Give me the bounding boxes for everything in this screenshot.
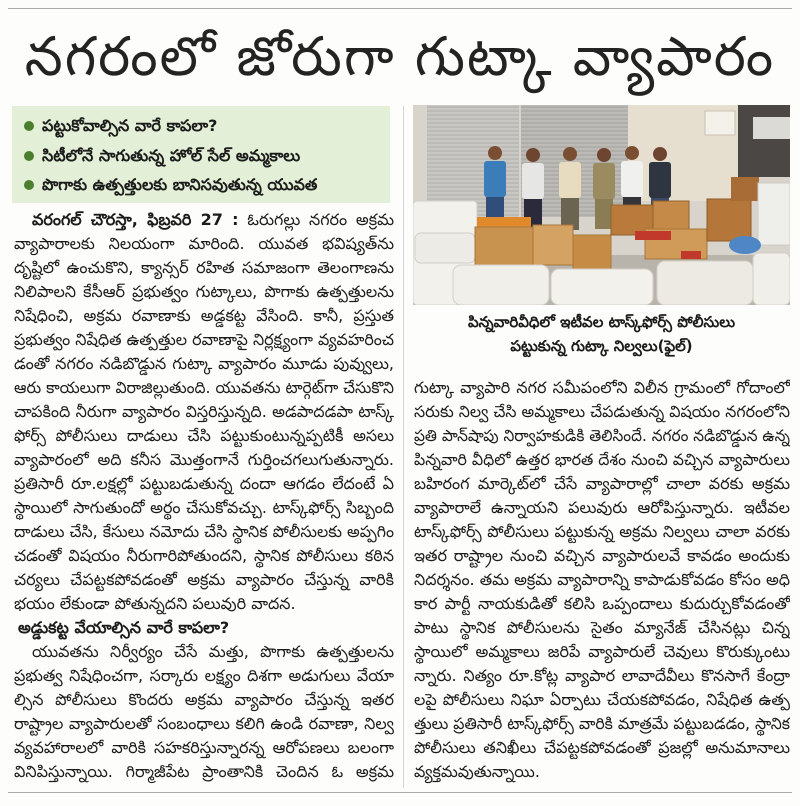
line-text: స్థాయిలో సాగుతుందో అర్థం చేసుకోవచ్చు. టాస్క్‌ఫోర్స్ సిబ్బంది xyxy=(14,498,394,517)
line-text: త్తులు ప్రతిసారీ టాస్క్‌ఫోర్స్ వారికి మాత్రమే పట్టుబడడం, స్థానిక xyxy=(414,714,790,733)
line-text: ప్రభుత్వం నిషేధిత ఉత్పత్తుల రవాణాపై నిర్లక్ష్యంగా వ్యవహరించ xyxy=(14,330,394,349)
subheading xyxy=(14,616,394,640)
body-text-line xyxy=(14,736,394,760)
article-paragraph xyxy=(14,208,394,616)
subheading-text: అడ్డుకట్ట వేయాల్సిన వారే కాపలా? xyxy=(18,618,230,637)
body-text-line xyxy=(14,520,394,544)
line-text: కార పార్టీ నాయకుడితో కలిసి ఒప్పందాలు కుదుర్చుకోవడంతో xyxy=(414,594,790,613)
caption-text: పిన్నవారివీధిలో ఇటీవల టాస్క్‌ఫోర్స్ పోలీసులు xyxy=(467,313,736,331)
bullet-dot-icon xyxy=(24,121,34,131)
line-text: వ్యవహారాలలో వారికి సహకరిస్తున్నారన్న ఆరోపణలు బలంగా xyxy=(14,738,394,757)
body-text-line xyxy=(14,664,394,688)
line-text: న్నారు. నిత్యం రూ.కోట్ల వ్యాపార లావాదేవీలు కొనసాగే కేంద్రా xyxy=(414,666,790,685)
body-text-line xyxy=(414,496,790,520)
column-divider xyxy=(403,106,404,788)
body-text-line xyxy=(14,496,394,520)
line-text: వినిపిస్తున్నాయి. గిర్మాజీపేట ప్రాంతానికి చెందిన ఓ అక్రమ xyxy=(14,762,394,781)
top-rule xyxy=(8,8,792,9)
line-text: చడంతో విషయం నీరుగారిపోతుందని, స్థానిక పోలీసులు కఠిన xyxy=(14,546,394,565)
caption-text: పట్టుకున్న గుట్కా నిల్వలు(ఫైల్) xyxy=(510,337,693,355)
photo-illustration xyxy=(413,105,790,305)
bottom-rule xyxy=(8,792,792,793)
line-text: ఫోర్స్ పోలీసులు దాడులు చేసి పట్టుకుంటున్నప్పటికీ అసలు xyxy=(14,426,394,445)
article-paragraph xyxy=(414,376,790,784)
body-text-line xyxy=(14,760,394,784)
line-text: యువతను నిర్వీర్యం చేసే మత్తు, పొగాకు ఉత్పత్తులను xyxy=(32,642,394,661)
body-text-line xyxy=(414,616,790,640)
line-text: నిలిపాలని కేసీఆర్ ప్రభుత్వం గుట్కాలు, పొగాకు ఉత్పత్తులను xyxy=(14,282,394,301)
line-text: వ్యాపారాలే ఉన్నాయని పలువురు ఆరోపిస్తున్నారు. ఇటీవల xyxy=(414,498,790,517)
body-text-line xyxy=(414,400,790,424)
body-text-line xyxy=(14,232,394,256)
line-text: వ్యక్తమవుతున్నాయి. xyxy=(414,762,540,781)
body-text-line xyxy=(414,712,790,736)
body-text-line xyxy=(14,568,394,592)
body-text-line xyxy=(414,544,790,568)
line-text: ల్సిన పోలీసులు కొందరు అక్రమ వ్యాపారం చేస్తున్న ఇతర xyxy=(14,690,394,709)
body-text-line xyxy=(14,472,394,496)
body-text-line xyxy=(414,376,790,400)
line-text: పిన్నవారి వీధిలో ఉత్తర భారత దేశం నుంచి వచ్చిన వ్యాపారులు xyxy=(414,450,790,469)
bullet-dot-icon xyxy=(24,180,34,190)
highlight-item xyxy=(24,171,384,199)
line-text: బహిరంగ మార్కెట్‌లో చేసే వ్యాపారాల్లో చాలా వరకు అక్రమ xyxy=(414,474,790,493)
line-text: ఓరుగల్లు నగరం అక్రమ xyxy=(247,210,394,229)
line-text: చాపకింది నీరుగా వ్యాపారం విస్తరిస్తున్నది. అడపాదడపా టాస్క్ xyxy=(14,402,394,421)
photo-caption-line xyxy=(413,334,790,358)
line-text: చర్యలు చేపట్టకపోవడంతో అక్రమ వ్యాపారం చేస్తున్న వారికి xyxy=(14,570,394,589)
line-text: స్థాయిలో అమ్మకాలు జరిపే వ్యాపారులే చెవులు కొరుక్కుంటు xyxy=(414,642,790,661)
body-text-line xyxy=(14,640,394,664)
wall-sign xyxy=(705,111,735,135)
line-text: దృష్టిలో ఉంచుకొని, క్యాన్సర్ రహిత సమాజంగా తెలంగాణను xyxy=(14,258,394,277)
line-text: నిదర్శనం. తమ అక్రమ వ్యాపారాన్ని కాపాడుకోవడం కోసం అధి xyxy=(414,570,790,589)
body-text-line xyxy=(414,664,790,688)
window xyxy=(753,117,790,139)
body-text-line xyxy=(14,328,394,352)
line-text: సరుకు నిల్వ చేసి అమ్మకాలు చేపడుతున్న విషయం నగరంలోని xyxy=(414,402,790,421)
article-paragraph xyxy=(14,640,394,784)
highlight-item xyxy=(24,142,384,170)
body-text-line xyxy=(14,400,394,424)
body-text-line xyxy=(414,760,790,784)
body-text-line xyxy=(414,448,790,472)
line-text: డంతో నగరం నడిబొడ్డున గుట్కా వ్యాపారం మూడు పువ్వులు, xyxy=(14,354,394,373)
body-text-line xyxy=(414,472,790,496)
highlight-text: పొగాకు ఉత్పత్తులకు బానిసవుతున్న యువత xyxy=(42,175,318,194)
body-text-line xyxy=(14,376,394,400)
body-text-line xyxy=(14,208,394,232)
highlight-text: పట్టుకోవాల్సిన వారే కాపలా? xyxy=(42,116,218,135)
line-text: నిషేధించి, అక్రమ రవాణాకు అడ్డకట్ట వేసింది. కానీ, ప్రస్తుత xyxy=(14,306,394,325)
body-text-line xyxy=(414,520,790,544)
line-text: గుట్కా వ్యాపారి నగర సమీపంలోని విలీన గ్రామంలో గోదాంలో xyxy=(414,378,790,397)
body-text-line xyxy=(14,592,394,616)
highlight-text: సిటీలోనే సాగుతున్న హోల్ సేల్ అమ్మకాలు xyxy=(42,146,301,165)
line-text: భయం లేకుండా పోతున్నదని పలువురి వాదన. xyxy=(14,594,296,613)
right-column xyxy=(414,376,790,784)
doorway xyxy=(738,105,790,177)
body-text-line xyxy=(14,712,394,736)
body-text-line xyxy=(14,304,394,328)
body-text-line xyxy=(414,424,790,448)
line-text: వ్యాపారాలకు నిలయంగా మారింది. యువత భవిష్యత్‌ను xyxy=(14,234,394,253)
headline-text: నగరంలో జోరుగా గుట్కా వ్యాపారం xyxy=(24,25,776,88)
line-text: రాష్ట్రాల వ్యాపారులతో సంబంధాలు కలిగి ఉండి రవాణా, నిల్వ xyxy=(14,714,394,733)
line-text: వ్యాపారంలో అది కనీస మొత్తంగానే గుర్తించగలుగుతున్నారు. xyxy=(14,450,394,469)
body-text-line xyxy=(14,352,394,376)
line-text: ప్రతిసారీ రూ.లక్షల్లో పట్టుబడుతున్న దందా ఆగడం లేదంటే ఏ xyxy=(14,474,394,493)
body-text-line xyxy=(14,424,394,448)
line-text: ఆరు కాయలుగా విరాజిల్లుతుంది. యువతను టార్గెట్‌గా చేసుకొని xyxy=(14,378,394,397)
body-text-line xyxy=(14,448,394,472)
body-text-line xyxy=(414,568,790,592)
photo-caption xyxy=(413,310,790,358)
body-text-line xyxy=(414,688,790,712)
body-text-line xyxy=(14,544,394,568)
line-text: లపై పోలీసులు నిఘా ఏర్పాటు చేయకపోవడం, నిషేధిత ఉత్ప xyxy=(414,690,790,709)
left-column xyxy=(14,208,394,784)
line-text: ప్రతి పాన్‌షాపు నిర్వాహకుడికి తెలిసిందే. నగరం నడిబొడ్డున ఉన్న xyxy=(414,426,790,445)
line-text: పాటు స్థానిక పోలీసులను సైతం మ్యానేజ్ చేసినట్లు చిన్న xyxy=(414,618,790,637)
seized-gutka-photo xyxy=(413,105,790,305)
line-text: ఇతర రాష్ట్రాల నుంచి వచ్చిన వ్యాపారులవే కావడం అందుకు xyxy=(414,546,790,565)
body-text-line xyxy=(414,640,790,664)
body-text-line xyxy=(14,256,394,280)
body-text-line xyxy=(14,688,394,712)
highlights-box xyxy=(12,106,390,203)
body-text-line xyxy=(414,736,790,760)
line-text: ప్రభుత్వ నిషేధించగా, సర్కారు లక్ష్యం దిశగా అడుగులు వేయా xyxy=(14,666,394,685)
bullet-dot-icon xyxy=(24,151,34,161)
body-text-line xyxy=(14,280,394,304)
headline xyxy=(20,18,780,96)
line-text: దాడులు చేసి, కేసులు నమోదు చేసి స్థానిక పోలీసులకు అప్పగిం xyxy=(14,522,394,541)
line-text: టాస్క్‌ఫోర్స్ పోలీసులు పట్టుకున్న అక్రమ నిల్వలు చాలా వరకు xyxy=(414,522,790,541)
body-text-line xyxy=(414,592,790,616)
line-text: పోలీసులు తనిఖీలు చేపట్టకపోవడంతో ప్రజల్లో అనుమానాలు xyxy=(414,738,790,757)
photo-caption-line xyxy=(413,310,790,334)
highlight-item xyxy=(24,112,384,140)
dateline: వరంగల్ చౌరస్తా, ఫిబ్రవరి 27 : xyxy=(32,210,239,229)
